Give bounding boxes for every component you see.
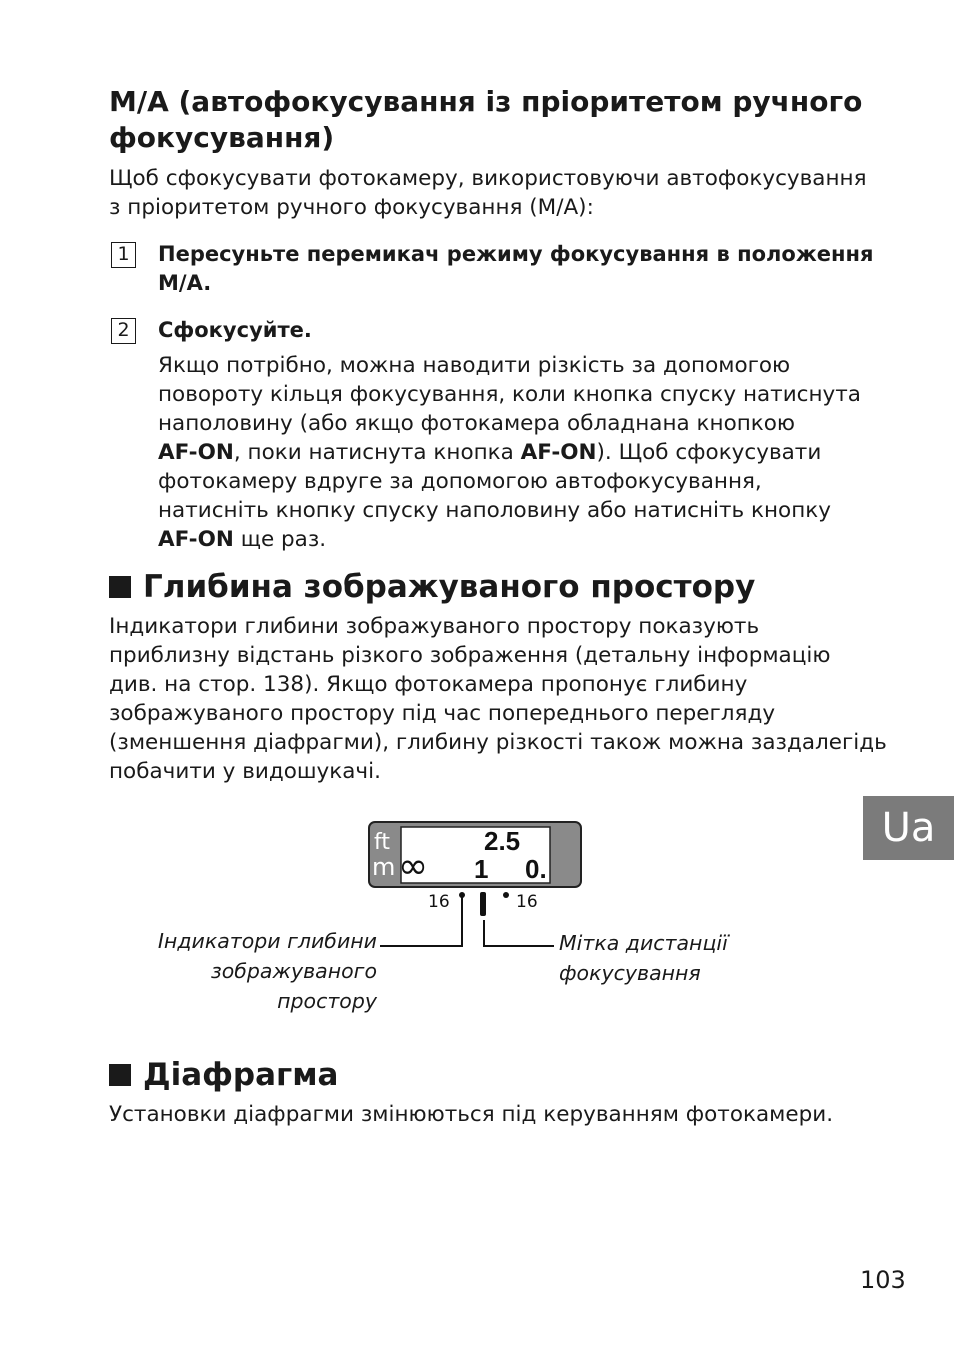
ma-intro <box>109 164 867 222</box>
text-line: фотокамеру вдруге за допомогою автофокусування, <box>158 469 762 494</box>
heading-line: фокусування) <box>109 121 335 154</box>
unit-ft-label: ft <box>374 830 390 855</box>
distance-m-value: 1 <box>474 854 489 884</box>
text-line: Пересуньте перемикач режиму фокусування в положення <box>158 242 874 266</box>
caption-depth-indicators <box>120 926 377 1016</box>
heading-text: Глибина зображуваного простору <box>143 569 756 605</box>
step-2-title: Сфокусуйте. <box>158 318 312 342</box>
text-span: ). Щоб сфокусувати <box>596 440 822 465</box>
heading-text: Діафрагма <box>143 1057 339 1093</box>
aperture-paragraph: Установки діафрагми змінюються під керуванням фотокамери. <box>109 1102 834 1127</box>
section-heading-depth <box>109 569 755 605</box>
text-line: повороту кільця фокусування, коли кнопка спуску натиснута <box>158 382 861 407</box>
section-heading-ma <box>109 84 869 156</box>
section-heading-aperture <box>109 1057 338 1093</box>
text-line: Якщо потрібно, можна наводити різкість за допомогою <box>158 353 791 378</box>
text-line <box>158 525 861 554</box>
button-name: AF-ON <box>158 527 234 552</box>
text-span: , поки натиснута кнопка <box>233 440 521 465</box>
text-line: побачити у видошукачі. <box>109 759 381 784</box>
text-line <box>158 438 861 467</box>
step-2-body <box>158 351 861 554</box>
text-line: (зменшення діафрагми), глибину різкості також можна заздалегідь <box>109 730 887 755</box>
caption-line: фокусування <box>559 961 701 985</box>
caption-focus-mark <box>559 928 728 988</box>
text-line: див. на стор. 138). Якщо фотокамера пропонує глибину <box>109 672 748 697</box>
square-bullet-icon <box>109 1064 131 1086</box>
scale-label-left: 16 <box>428 892 450 912</box>
leader-lines <box>378 890 558 950</box>
step-1-title <box>158 240 873 298</box>
text-line: Щоб сфокусувати фотокамеру, використовуючи автофокусування <box>109 166 867 191</box>
leader-line-left <box>380 893 462 946</box>
text-line: зображуваного простору під час попереднього перегляду <box>109 701 776 726</box>
infinity-icon: ∞ <box>398 846 428 887</box>
button-name: AF-ON <box>158 440 234 465</box>
scale-label-right: 16 <box>516 892 538 912</box>
text-line: приблизну відстань різкого зображення (детальну інформацію <box>109 643 831 668</box>
caption-line: Мітка дистанції <box>559 931 728 955</box>
caption-line: зображуваного <box>210 959 377 983</box>
caption-line: Індикатори глибини <box>157 929 377 953</box>
text-line: з пріоритетом ручного фокусування (M/A): <box>109 195 594 220</box>
distance-m-value: 0. <box>525 854 547 884</box>
unit-m-label: m <box>372 853 396 881</box>
language-tab: Ua <box>863 796 954 860</box>
step-number-box: 2 <box>111 318 136 344</box>
text-line: натисніть кнопку спуску наполовину або натисніть кнопку <box>158 498 831 523</box>
step-number-box: 1 <box>111 242 136 268</box>
text-line: M/A. <box>158 271 212 295</box>
square-bullet-icon <box>109 576 131 598</box>
distance-ft-value: 2.5 <box>484 826 521 856</box>
heading-line: M/A (автофокусування із пріоритетом ручного <box>109 85 863 118</box>
page-number: 103 <box>860 1266 906 1294</box>
text-line: наполовину (або якщо фотокамера обладнана кнопкою <box>158 411 796 436</box>
leader-line-right <box>484 920 554 946</box>
text-line: Індикатори глибини зображуваного простору показують <box>109 614 760 639</box>
caption-line: простору <box>277 989 377 1013</box>
depth-paragraph <box>109 612 887 786</box>
text-span: ще раз. <box>233 527 327 552</box>
button-name: AF-ON <box>520 440 597 465</box>
